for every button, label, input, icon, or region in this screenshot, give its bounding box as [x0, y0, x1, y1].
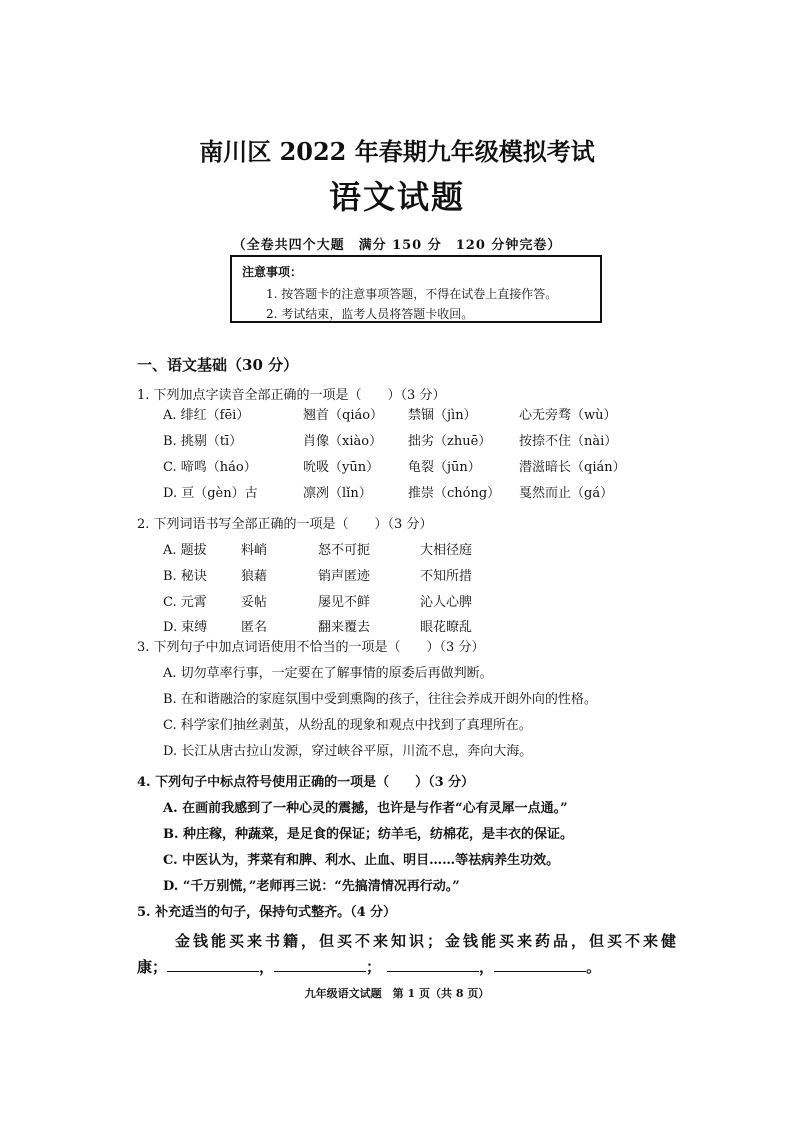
q5-answer-line — [137, 956, 601, 977]
subject-title: 语文试题 — [328, 178, 465, 216]
q2-option: 眼花瞭乱 — [420, 620, 473, 635]
notice-item: 1. 按答题卡的注意事项答题，不得在试卷上直接作答。 — [266, 287, 558, 301]
exam-meta: （全卷共四个大题 满分 150 分 120 分钟完卷） — [232, 238, 562, 253]
answer-blank[interactable] — [494, 959, 586, 972]
q2-option: 匿名 — [241, 620, 268, 635]
q2-option: 料峭 — [241, 543, 268, 558]
q4-option: B. 种庄稼，种蔬菜，是足食的保证；纺羊毛，纺棉花，是丰衣的保证。 — [163, 827, 574, 842]
notice-item: 2. 考试结束，监考人员将答题卡收回。 — [266, 307, 474, 321]
notice-box — [230, 255, 602, 323]
q4-option: A. 在画前我感到了一种心灵的震撼，也许是与作者“心有灵犀一点通。” — [163, 801, 568, 816]
q1-option: 禁锢（jìn） — [408, 408, 477, 423]
q2-option: D. 束缚 — [163, 620, 208, 635]
q2-option: 狼藉 — [241, 569, 268, 584]
answer-blank[interactable] — [167, 959, 259, 972]
q3-option: B. 在和谐融洽的家庭氛围中受到熏陶的孩子，往往会养成开朗外向的性格。 — [163, 692, 597, 707]
exam-title: 南川区 2022 年春期九年级模拟考试 — [199, 137, 595, 166]
q1-option: 龟裂（jūn） — [408, 460, 481, 475]
answer-blank[interactable] — [387, 959, 479, 972]
separator: ； — [366, 958, 382, 976]
page-footer: 九年级语文试题 第 1 页（共 8 页） — [304, 987, 490, 1000]
q2-option: 不知所措 — [420, 569, 473, 584]
q1-option: B. 挑剔（tī） — [163, 434, 243, 449]
q1-option: 按捺不住（nài） — [519, 434, 618, 449]
q1-option: 戛然而止（gá） — [519, 486, 614, 501]
q1-option: A. 绯红（fēi） — [163, 408, 250, 423]
q1-option: D. 亘（gèn）古 — [163, 486, 258, 501]
q1-option: 翘首（qiáo） — [303, 408, 384, 423]
question-1-stem: 1. 下列加点字读音全部正确的一项是（ ）（3 分） — [137, 388, 446, 403]
q3-option: A. 切勿草率行事，一定要在了解事情的原委后再做判断。 — [163, 666, 493, 681]
q5-prompt-line: 金钱能买来书籍，但买不来知识；金钱能买来药品，但买不来健 — [175, 932, 680, 950]
q1-option: 推崇（chóng） — [408, 486, 501, 501]
q2-option: 大相径庭 — [420, 543, 473, 558]
q2-option: C. 元霄 — [163, 595, 207, 610]
section-title: 一、语文基础（30 分） — [137, 356, 299, 374]
q2-option: 翻来覆去 — [318, 620, 371, 635]
q4-option: C. 中医认为，荠菜有和脾、利水、止血、明目……等祛病养生功效。 — [163, 853, 560, 868]
q2-option: A. 题拔 — [163, 543, 207, 558]
q2-option: B. 秘诀 — [163, 569, 207, 584]
q4-option: D. “千万别慌，”老师再三说：“先搞清情况再行动。” — [163, 879, 460, 894]
q2-option: 妥帖 — [241, 595, 268, 610]
q2-option: 销声匿迹 — [318, 569, 371, 584]
q2-option: 沁人心脾 — [420, 595, 473, 610]
q1-option: 肖像（xiào） — [303, 434, 383, 449]
q3-option: D. 长江从唐古拉山发源，穿过峡谷平原，川流不息，奔向大海。 — [163, 744, 533, 759]
notice-title: 注意事项： — [242, 265, 303, 279]
question-2-stem: 2. 下列词语书写全部正确的一项是（ ）（3 分） — [137, 517, 433, 532]
answer-blank[interactable] — [274, 959, 366, 972]
q1-option: C. 啼鸣（háo） — [163, 460, 257, 475]
q1-option: 潜滋暗长（qián） — [519, 460, 626, 475]
question-5-stem: 5. 补充适当的句子，保持句式整齐。（4 分） — [137, 905, 397, 920]
q2-option: 怒不可扼 — [318, 543, 371, 558]
separator: ， — [259, 958, 275, 976]
q1-option: 心无旁骛（wù） — [519, 408, 617, 423]
question-3-stem: 3. 下列句子中加点词语使用不恰当的一项是（ ）（3 分） — [137, 640, 485, 655]
q3-option: C. 科学家们抽丝剥茧，从纷乱的现象和观点中找到了真理所在。 — [163, 718, 532, 733]
q5-prompt-start: 康； — [137, 958, 168, 976]
q1-option: 吮吸（yūn） — [303, 460, 380, 475]
question-4-stem: 4. 下列句子中标点符号使用正确的一项是（ ）（3 分） — [137, 775, 475, 790]
separator: ， — [479, 958, 495, 976]
separator: 。 — [586, 958, 602, 976]
q1-option: 拙劣（zhuē） — [408, 434, 492, 449]
q1-option: 凛冽（lǐn） — [303, 486, 372, 501]
q2-option: 屡见不鲜 — [318, 595, 371, 610]
